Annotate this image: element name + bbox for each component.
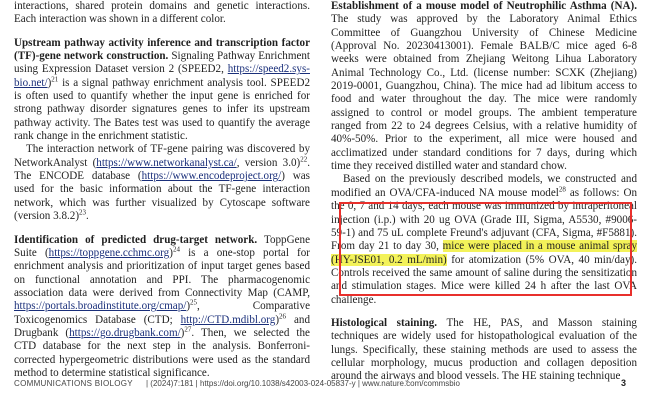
citation-meta: | (2024)7:181 | https://doi.org/10.1038/s42003-024-05837-y | www.nature.com/commsbio [146,379,460,388]
section-heading: Upstream pathway activity inference and transcription factor (TF)-gene network construction. [14,36,310,63]
text: . [86,210,89,223]
text: ) [180,326,185,339]
page-footer [0,378,650,392]
text: The HE, PAS, and Masson staining techniques are widely used for histopathological evaluation of the lungs. Specifically, these staining methods are used to assess the cellular morphology, mucus production and collagen deposition around the airways and blood vessels. The HE staining technique [331,316,637,383]
reference-number: 24 [172,245,180,254]
text: The interaction network of TF-gene pairing was discovered by NetworkAnalyst ( [14,143,310,169]
text: The study was approved by the Laboratory Animal Ethics Committee of Guangzhou University of Chinese Medicine (Approval No. 20230413001). Female BALB/C mice aged 6-8 weeks were obtained from Zhejiang Weitong Lihua Laboratory Animal Technology Co., Ltd. (license number: SCXK (Zhejiang) 2019-0001, Guangzhou, China). The mice had ad libitum access to food and water throughout the day. The mice were randomly assigned to control or model groups. The ambient temperature ranged from 22 to 24 degrees Celsius, with a relative humidity of 40%-50%. Prior to the experiment, all mice were housed and acclimatized under standard conditions for 7 days, during which time they received distilled water and standard chow. [331,13,637,173]
page-number: 3 [621,378,627,388]
link-ctd[interactable]: http://CTD.mdibl.org [180,313,276,326]
text: , Comparative Toxicogenomics Database (CTD; [14,300,310,326]
text: as follows: On the 0, 7 and 14 days, each mouse was immunized by intraperitoneal injection (i.p.) with 20 ug OVA (Grade III, Sigma, A5530, #9006-59-1) and 75 uL complete Freund's adjuvant (CFA, Sigma, #F5881). From day 21 to day 30, [331,186,638,253]
link-drugbank[interactable]: https://go.drugbank.com/ [69,326,181,339]
text: . Then, we selected the CTD database for the next step in the analysis. Bonferroni-corrected hypergeometric distributions were used as the standard method to determine statistical significance. [14,326,310,379]
paragraph-networkanalyst [14,143,310,223]
reference-number: 22 [300,155,308,164]
section-histological-staining [331,317,637,384]
reference-number: 27 [184,325,192,334]
journal-name: COMMUNICATIONS BIOLOGY [14,379,133,388]
text: is a signal pathway enrichment analysis tool. SPEED2 is often used to quantify whether the input gene is enriched for strong pathway disorder signatures genes to infer its upstream pathway activity. The Bates test was used to quantify the average rank change in the enrichment statistic. [14,76,310,143]
section-mouse-model [331,0,637,173]
reference-number: 28 [558,185,566,194]
text: is a one-stop portal for enrichment analysis and prioritization of input target genes based on functional annotation and PPI. The pharmacogenomic association data were derived from Connectivity Map (CAMP, [14,246,310,299]
section-pathway-inference [14,37,310,144]
section-heading: Identification of predicted drug-target network. [14,233,258,246]
text: ) [186,300,191,313]
text: ) [169,246,173,259]
text: Signaling Pathway Enrichment using Expression Dataset version 2 (SPEED2, [14,50,310,76]
text: ) was used for the basic information about the TF-gene interaction network, which was further visualized by Cytoscape software (version 3.8.2) [14,170,310,223]
link-toppgene[interactable]: https://toppgene.cchmc.org [48,246,170,259]
text: Based on the previously described models, we constructed and modified an OVA/CFA-induced NA mouse model [331,173,637,199]
reference-number: 26 [279,311,287,320]
left-column [14,0,310,380]
right-column [331,0,637,384]
link-speed2[interactable]: https://speed2.sys-bio.net/ [14,63,310,89]
text: ToppGene Suite ( [14,233,310,259]
reference-number: 25 [190,298,198,307]
section-drug-target [14,234,310,381]
text: interactions, shared protein domains and genetic interactions. Each interaction was shown in a different color. [14,0,310,26]
text: for atomization (5% OVA, 40 min/day). Controls received the same amount of saline during the sensitization and stimulation stages. Mice were killed 24 h after the last OVA challenge. [331,253,637,306]
text: . The ENCODE database ( [14,156,310,183]
link-encode[interactable]: https://www.encodeproject.org/ [141,170,282,183]
section-heading: Histological staining. [331,316,438,329]
highlighted-text: mice were placed in a mouse animal spray (HY-JSE01, 0.2 mL/min) [331,240,637,266]
text: , version 3.0) [236,156,301,169]
reference-number: 23 [79,208,87,217]
paragraph-interactions [14,0,310,27]
section-heading: Establishment of a mouse model of Neutrophilic Asthma (NA). [331,0,637,12]
text: ) [275,313,280,326]
link-networkanalyst[interactable]: https://www.networkanalyst.ca/ [96,156,237,169]
reference-number: 21 [51,75,59,84]
text: and Drugbank ( [14,313,310,339]
paragraph-model-protocol [331,173,637,306]
link-cmap[interactable]: https://portals.broadinstitute.org/cmap/ [14,300,187,313]
text: ) [47,76,52,89]
